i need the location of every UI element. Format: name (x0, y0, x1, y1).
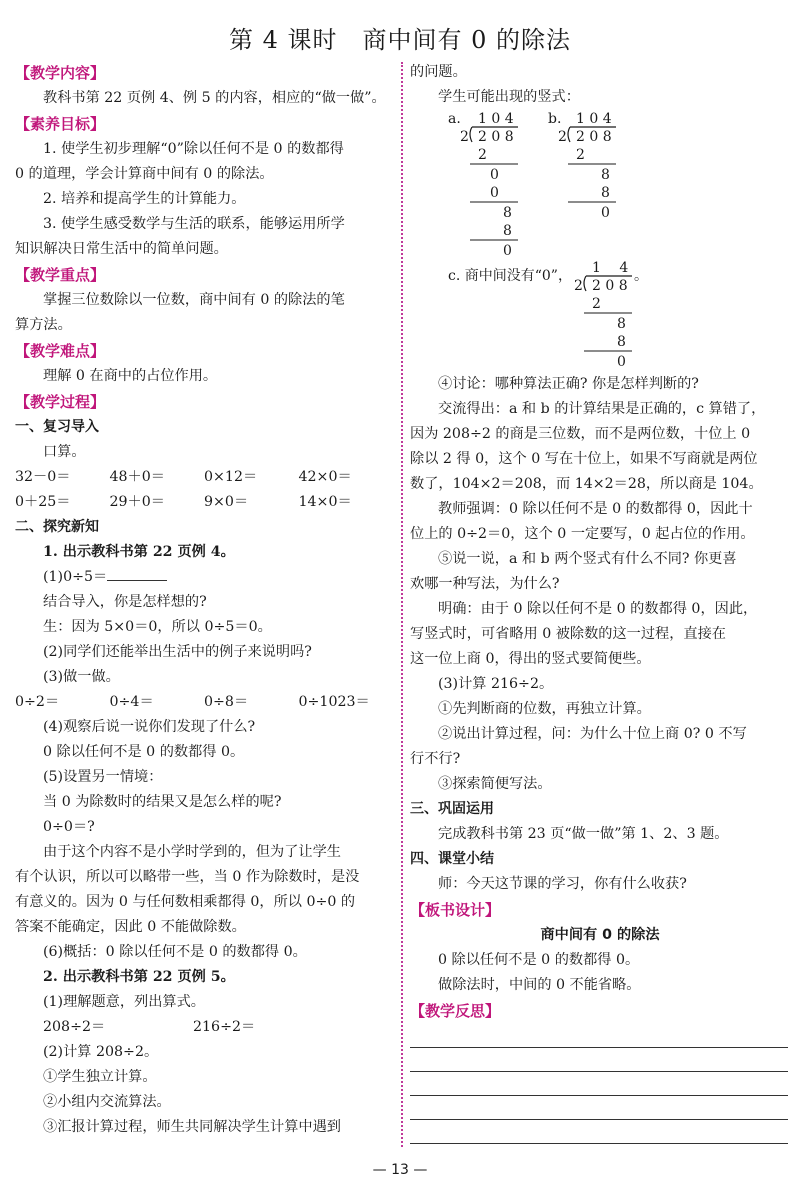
step-a-5: 8 (503, 223, 512, 239)
heading-review: 一、复习导入 (15, 419, 99, 435)
step-a-6: 0 (503, 243, 512, 259)
quotient-c: 1 4 (592, 260, 629, 276)
explain-line-4: 答案不能确定，因此 0 不能做除数。 (15, 919, 246, 935)
clarify-line-2: 写竖式时，可省略用 0 被除数的这一过程，直接在 (410, 626, 726, 642)
clarify-line-1: 明确：由于 0 除以任何不是 0 的数都得 0，因此， (438, 601, 758, 617)
calc-item: 0＋25＝ (15, 494, 71, 510)
goal-3-line-2: 知识解决日常生活中的简单问题。 (15, 241, 228, 257)
explain-line-3: 有意义的。因为 0 与任何数相乘都得 0，所以 0÷0 的 (15, 894, 356, 910)
oral-calc-label: 口算。 (43, 444, 86, 460)
step-c-1: 2 (592, 296, 601, 312)
calc-item: 48＋0＝ (109, 469, 165, 485)
step-a-4: 8 (503, 205, 512, 221)
calc-item: 0÷1023＝ (298, 694, 370, 710)
example-4: 1. 出示教科书第 22 页例 4。 (43, 544, 235, 560)
label-a: a. (448, 111, 461, 127)
long-division-pair (410, 110, 790, 260)
clarify-line-3: 这一位上商 0，得出的竖式要简便些。 (410, 651, 651, 667)
key-line-1: 掌握三位数除以一位数，商中间有 0 的除法的笔 (43, 292, 345, 308)
page-number: — 13 — (372, 1162, 428, 1178)
question-6: (6)概括：0 除以任何不是 0 的数都得 0。 (43, 944, 307, 960)
step-b-3: 8 (601, 185, 610, 201)
calc-item: 42×0＝ (298, 469, 352, 485)
step-b-4: 0 (601, 205, 610, 221)
heading-summary: 四、课堂小结 (410, 851, 494, 867)
answer-blank (107, 566, 167, 581)
step-c-4: 0 (617, 354, 626, 370)
part-1: (1)理解题意，列出算式。 (43, 994, 205, 1010)
section-process: 【教学过程】 (15, 393, 106, 411)
quotient-a: 1 0 4 (478, 111, 514, 127)
section-key-point: 【教学重点】 (15, 266, 106, 284)
board-title: 商中间有 0 的除法 (540, 927, 660, 943)
key-line-2: 算方法。 (15, 317, 72, 333)
calc-item: 9×0＝ (204, 494, 249, 510)
reflection-line (410, 1096, 788, 1120)
question-1 (15, 565, 393, 590)
calc-item: 14×0＝ (298, 494, 352, 510)
label-c: c. 商中间没有“0”， (448, 268, 572, 284)
zero-div-zero: 0÷0＝? (43, 819, 95, 835)
dividend-c: 2 0 8 (592, 278, 628, 294)
long-division-a-b (410, 110, 790, 260)
reflection-line (410, 1048, 788, 1072)
equation-item: 216÷2＝ (193, 1019, 256, 1035)
calc-item: 29＋0＝ (109, 494, 165, 510)
board-line-1: 0 除以任何不是 0 的数都得 0。 (438, 952, 640, 968)
goal-1-line-1: 1. 使学生初步理解“0”除以任何不是 0 的数都得 (43, 141, 344, 157)
question-2: (2)同学们还能举出生活中的例子来说明吗? (43, 644, 312, 660)
reflection-line (410, 1024, 788, 1048)
step-a-2: 0 (490, 167, 499, 183)
step-a-3: 0 (490, 185, 499, 201)
step-1: ①学生独立计算。 (43, 1069, 157, 1085)
reflection-line (410, 1120, 788, 1144)
part-3: (3)计算 216÷2。 (438, 676, 554, 692)
question-5: (5)设置另一情境： (43, 769, 163, 785)
calc-row-1 (15, 465, 393, 490)
finding: 0 除以任何不是 0 的数都得 0。 (43, 744, 245, 760)
label-b: b. (548, 111, 562, 127)
column-divider (401, 62, 403, 1147)
question-3: (3)做一做。 (43, 669, 120, 685)
situation: 当 0 为除数时的结果又是怎么样的呢? (43, 794, 282, 810)
calc-row-2 (15, 490, 393, 515)
emphasis-line-1: 教师强调：0 除以任何不是 0 的数都得 0，因此十 (438, 501, 753, 517)
goal-2: 2. 培养和提高学生的计算能力。 (43, 191, 246, 207)
conclusion-line-2: 因为 208÷2 的商是三位数，而不是两位数，十位上 0 (410, 426, 751, 442)
board-line-2: 做除法时，中间的 0 不能省略。 (438, 977, 641, 993)
step-3: ③汇报计算过程，师生共同解决学生计算中遇到 (43, 1119, 341, 1135)
page-title: 第 4 课时 商中间有 0 的除法 (228, 26, 572, 54)
talk-line-2: 欢哪一种写法，为什么? (410, 576, 560, 592)
possible-forms: 学生可能出现的竖式： (438, 89, 580, 105)
difficulty-text: 理解 0 在商中的占位作用。 (43, 368, 218, 384)
reflection-line (410, 1072, 788, 1096)
section-teaching-content: 【教学内容】 (15, 64, 106, 82)
apply-text: 完成教科书第 23 页“做一做”第 1、2、3 题。 (438, 826, 729, 842)
divisor-a: 2 (460, 129, 469, 145)
calc-item: 0×12＝ (204, 469, 258, 485)
continued-text: 的问题。 (410, 64, 467, 80)
question-4: (4)观察后说一说你们发现了什么? (43, 719, 256, 735)
long-division-c (410, 260, 790, 372)
talk-line-1: ⑤说一说，a 和 b 两个竖式有什么不同? 你更喜 (438, 551, 737, 567)
section-goals: 【素养目标】 (15, 115, 106, 133)
task-3: ③探索简便写法。 (438, 776, 552, 792)
task-1: ①先判断商的位数，再独立计算。 (438, 701, 651, 717)
calc-item: 32－0＝ (15, 469, 71, 485)
conclusion-line-4: 数了，104×2＝208，而 14×2＝28，所以商是 104。 (410, 476, 763, 492)
explain-line-1: 由于这个内容不是小学时学到的，但为了让学生 (43, 844, 341, 860)
calc-row-3 (15, 690, 393, 715)
step-c-2: 8 (617, 316, 626, 332)
explain-line-2: 有个认识，所以可以略带一些，当 0 作为除数时，是没 (15, 869, 360, 885)
combine-text: 结合导入，你是怎样想的? (43, 594, 207, 610)
equation-row (15, 1015, 393, 1040)
question-1-text: (1)0÷5＝ (43, 569, 108, 585)
section-reflection: 【教学反思】 (410, 1002, 501, 1020)
equation-item: 208÷2＝ (43, 1019, 106, 1035)
dividend-a: 2 0 8 (478, 129, 514, 145)
example-5: 2. 出示教科书第 22 页例 5。 (43, 969, 235, 985)
right-column (410, 60, 790, 1144)
step-b-1: 2 (576, 147, 585, 163)
conclusion-line-1: 交流得出：a 和 b 的计算结果是正确的，c 算错了， (438, 401, 766, 417)
calc-item: 0÷4＝ (109, 694, 154, 710)
emphasis-line-2: 位上的 0÷2＝0，这个 0 一定要写，0 起占位的作用。 (410, 526, 755, 542)
long-division-c-block (410, 260, 790, 372)
quotient-b: 1 0 4 (576, 111, 612, 127)
divisor-c: 2 (574, 278, 583, 294)
section-board: 【板书设计】 (410, 901, 501, 919)
step-b-2: 8 (601, 167, 610, 183)
part-2: (2)计算 208÷2。 (43, 1044, 159, 1060)
discuss: ④讨论：哪种算法正确? 你是怎样判断的? (438, 376, 699, 392)
dividend-b: 2 0 8 (576, 129, 612, 145)
goal-3-line-1: 3. 使学生感受数学与生活的联系，能够运用所学 (43, 216, 345, 232)
step-c-3: 8 (617, 334, 626, 350)
goal-1-line-2: 0 的道理，学会计算商中间有 0 的除法。 (15, 166, 274, 182)
step-a-1: 2 (478, 147, 487, 163)
heading-apply: 三、巩固运用 (410, 801, 494, 817)
calc-item: 0÷2＝ (15, 694, 60, 710)
c-end: 。 (634, 268, 648, 284)
summary-text: 师：今天这节课的学习，你有什么收获? (438, 876, 687, 892)
left-column (15, 60, 393, 1140)
conclusion-line-3: 除以 2 得 0，这个 0 写在十位上，如果不写商就是两位 (410, 451, 758, 467)
task-2-line-2: 行不行? (410, 751, 461, 767)
calc-item: 0÷8＝ (204, 694, 249, 710)
section-difficulty: 【教学难点】 (15, 342, 106, 360)
divisor-b: 2 (558, 129, 567, 145)
task-2-line-1: ②说出计算过程，问：为什么十位上商 0? 0 不写 (438, 726, 747, 742)
student-answer: 生：因为 5×0＝0，所以 0÷5＝0。 (43, 619, 272, 635)
content-text: 教科书第 22 页例 4、例 5 的内容，相应的“做一做”。 (43, 90, 386, 106)
step-2: ②小组内交流算法。 (43, 1094, 171, 1110)
heading-new: 二、探究新知 (15, 519, 99, 535)
